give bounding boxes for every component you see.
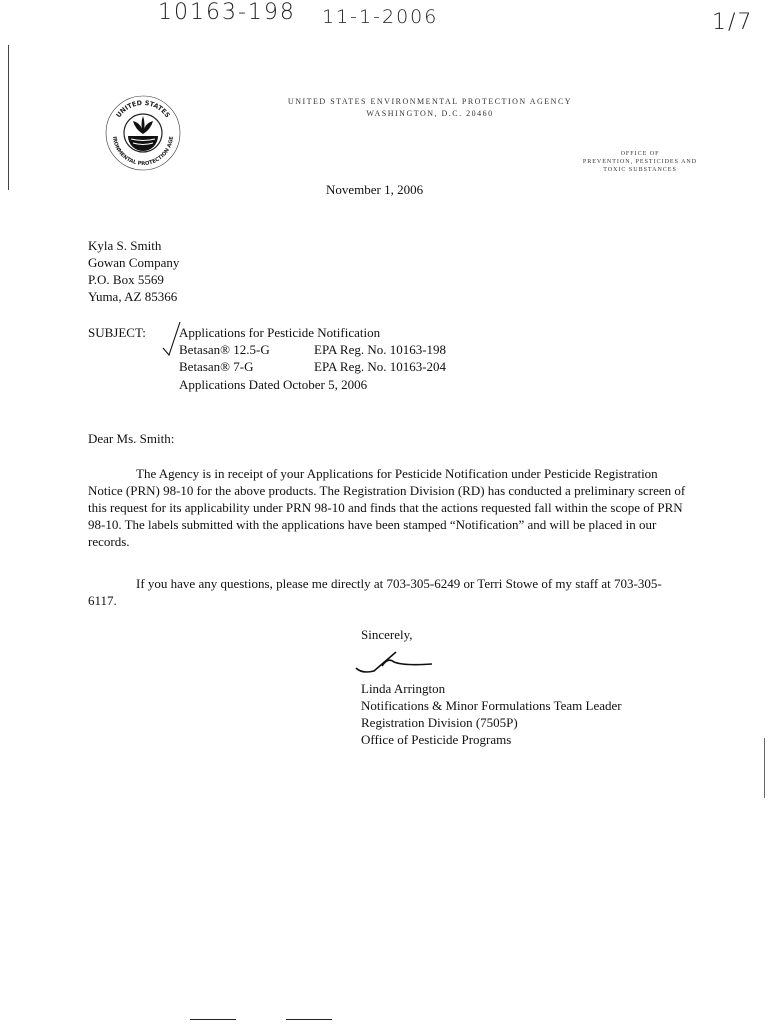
recipient-company: Gowan Company	[88, 255, 180, 270]
handwritten-date: 11-1-2006	[322, 6, 439, 28]
scan-margin-line-right	[764, 738, 765, 798]
recipient-city: Yuma, AZ 85366	[88, 289, 178, 304]
signer-title: Notifications & Minor Formulations Team Leader	[361, 698, 622, 713]
subject-line-1: Applications for Pesticide Notification	[179, 325, 381, 340]
office-block	[560, 150, 720, 174]
salutation: Dear Ms. Smith:	[88, 431, 175, 446]
office-line-1: OFFICE OF	[620, 151, 660, 157]
handwritten-page-number: 1/7	[712, 10, 754, 35]
signer-office: Office of Pesticide Programs	[361, 732, 512, 747]
body-paragraph-1: The Agency is in receipt of your Applications for Pesticide Notification under Pesticide Registration Notice (PRN) 98-10 for the above products. The Registration Division (RD) has conducted a preliminary screen of this request for its applicability under PRN 98-10 and finds that the actions requested fall within the scope of PRN 98-10. The labels submitted with the applications have been stamped “Notification” and will be placed in our records.	[88, 466, 686, 549]
subject-line-4: Applications Dated October 5, 2006	[179, 377, 368, 392]
signer-name: Linda Arrington	[361, 681, 446, 696]
body-paragraph-2: If you have any questions, please me directly at 703-305-6249 or Terri Stowe of my staff at 703-305-6117.	[88, 576, 662, 608]
epa-seal-logo	[104, 94, 182, 172]
office-line-3: TOXIC SUBSTANCES	[603, 167, 677, 173]
signer-block	[361, 680, 622, 748]
signer-division: Registration Division (7505P)	[361, 715, 518, 730]
product-2-reg: EPA Reg. No. 10163-204	[314, 359, 447, 374]
svg-text:UNITED STATES: UNITED STATES	[114, 98, 172, 120]
recipient-name: Kyla S. Smith	[88, 238, 162, 253]
office-line-2: PREVENTION, PESTICIDES AND	[582, 159, 698, 165]
recipient-po-box: P.O. Box 5569	[88, 272, 164, 287]
subject-label: SUBJECT:	[88, 325, 146, 340]
handwritten-reg-number: 10163-198	[158, 0, 296, 25]
product-2-name: Betasan® 7-G	[179, 359, 254, 374]
scan-margin-line	[8, 45, 9, 190]
product-1-reg: EPA Reg. No. 10163-198	[314, 342, 447, 357]
letter-date: November 1, 2006	[326, 182, 424, 197]
agency-name: UNITED STATES ENVIRONMENTAL PROTECTION AGENCY	[287, 97, 573, 106]
closing: Sincerely,	[361, 627, 413, 642]
footer-line-2	[286, 1019, 332, 1020]
svg-text:ENVIRONMENTAL PROTECTION AGENC: IRONMENTAL PROTECTION AGE	[111, 136, 176, 168]
recipient-address	[88, 237, 179, 305]
product-1-name: Betasan® 12.5-G	[179, 342, 270, 357]
agency-address: WASHINGTON, D.C. 20460	[366, 109, 494, 118]
footer-line-1	[190, 1019, 236, 1020]
agency-letterhead	[230, 96, 630, 120]
